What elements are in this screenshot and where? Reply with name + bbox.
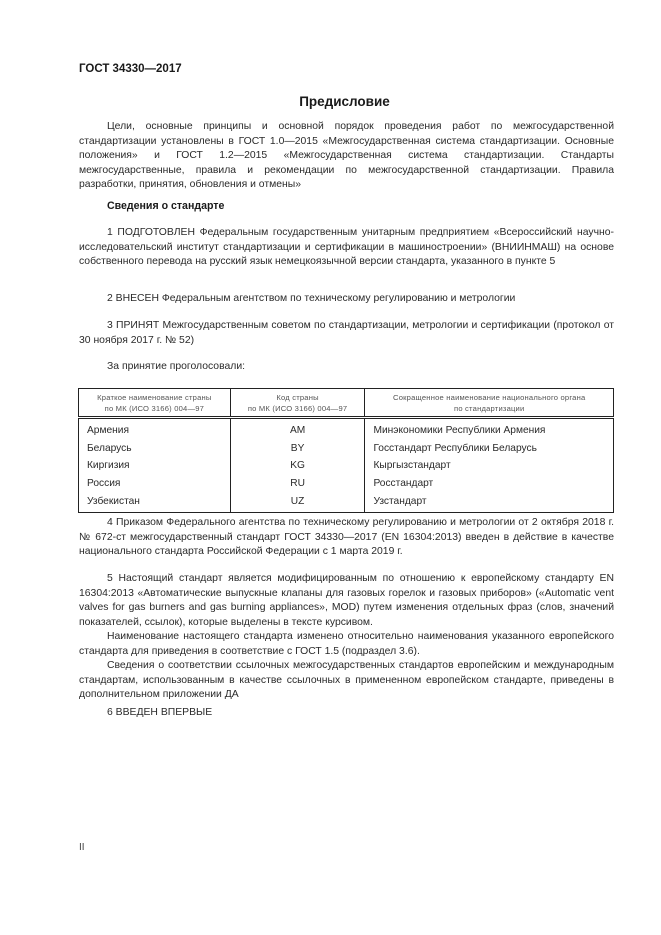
header-standards-body-line1: Сокращенное наименование национального органа — [393, 392, 586, 402]
header-country-code-line1: Код страны — [276, 392, 319, 402]
code-cell: RU — [230, 475, 365, 493]
table-row — [79, 418, 614, 440]
table-header-row — [79, 389, 614, 418]
standards-body-cell: Кыргызстандарт — [365, 457, 614, 475]
item-3-text: 3 ПРИНЯТ Межгосударственным советом по стандартизации, метрологии и сертификации (протокол от 30 ноября 2017 г. № 52) — [79, 320, 614, 346]
standards-body-cell: Минэкономики Республики Армения — [365, 418, 614, 440]
table-row — [79, 475, 614, 493]
header-country-name-line1: Краткое наименование страны — [97, 392, 212, 402]
item-5-paragraph-2 — [79, 630, 614, 659]
standards-body-cell: Узстандарт — [365, 492, 614, 512]
code-cell: BY — [230, 440, 365, 458]
table-row — [79, 457, 614, 475]
document-code-header: ГОСТ 34330—2017 — [79, 63, 182, 75]
intro-paragraph — [79, 120, 614, 193]
country-cell: Беларусь — [79, 440, 231, 458]
header-standards-body-line2: по стандартизации — [454, 403, 525, 413]
item-2-text: 2 ВНЕСЕН Федеральным агентством по техническому регулированию и метрологии — [107, 293, 516, 304]
page-number: II — [79, 842, 85, 853]
standards-body-cell: Росстандарт — [365, 475, 614, 493]
standards-body-cell: Госстандарт Республики Беларусь — [365, 440, 614, 458]
item-6-text: 6 ВВЕДЕН ВПЕРВЫЕ — [107, 707, 213, 718]
voting-countries-table — [78, 388, 614, 513]
item-4-paragraph — [79, 516, 614, 560]
item-6-paragraph — [79, 706, 614, 721]
item-5-paragraph — [79, 572, 614, 630]
section-heading: Сведения о стандарте — [107, 200, 225, 212]
item-5-text-3: Сведения о соответствии ссылочных межгосударственных стандартов европейским и международным стандартам, использованным в качестве ссылочных в примененном европейском стандарте, приведены в дополнительном приложении ДА — [79, 660, 614, 700]
item-2-paragraph — [79, 292, 614, 307]
header-standards-body — [365, 389, 614, 418]
country-cell: Узбекистан — [79, 492, 231, 512]
code-cell: KG — [230, 457, 365, 475]
voted-label-paragraph — [79, 360, 614, 375]
item-5-text-2: Наименование настоящего стандарта изменено относительно наименования указанного европейского стандарта для приведения в соответствие с ГОСТ 1.5 (подраздел 3.6). — [79, 631, 614, 657]
item-5-text-1: 5 Настоящий стандарт является модифицированным по отношению к европейскому стандарту EN 16304:2013 «Автоматические выпускные клапаны для газовых горелок и газовых приборов» («Automatic vent valves for gas burners and gas burning appliances», MOD) путем изменения отдельных фраз (слов, значений показателей, ссылок), которые выделены в тексте курсивом. — [79, 573, 614, 628]
header-country-code — [230, 389, 365, 418]
table-row — [79, 492, 614, 512]
country-cell: Россия — [79, 475, 231, 493]
header-country-name-line2: по МК (ИСО 3166) 004—97 — [104, 403, 205, 413]
code-cell: UZ — [230, 492, 365, 512]
header-country-name — [79, 389, 231, 418]
table-row — [79, 440, 614, 458]
country-cell: Армения — [79, 418, 231, 440]
item-4-text: 4 Приказом Федерального агентства по техническому регулированию и метрологии от 2 октября 2018 г. № 672-ст межгосударственный стандарт ГОСТ 34330—2017 (EN 16304:2013) введен в действие в качестве национального стандарта Российской Федерации с 1 марта 2019 г. — [79, 517, 614, 557]
item-3-paragraph — [79, 319, 614, 348]
code-cell: AM — [230, 418, 365, 440]
intro-text: Цели, основные принципы и основной порядок проведения работ по межгосударственной стандартизации установлены в ГОСТ 1.0—2015 «Межгосударственная система стандартизации. Основные положения» и ГОСТ 1.2—2015 «Межгосударственная система стандартизации. Стандарты межгосударственные, правила и рекомендации по межгосударственной стандартизации. Правила разработки, принятия, обновления и отмены» — [79, 121, 614, 190]
item-1-text: 1 ПОДГОТОВЛЕН Федеральным государственным унитарным предприятием «Всероссийский научно-исследовательский институт стандартизации и сертификации в машиностроении» (ВНИИНМАШ) на основе собственного перевода на русский язык немецкоязычной версии стандарта, указанного в пункте 5 — [79, 227, 614, 267]
item-5-paragraph-3 — [79, 659, 614, 703]
page-title: Предисловие — [299, 94, 390, 109]
item-1-paragraph — [79, 226, 614, 270]
voted-label: За принятие проголосовали: — [107, 361, 246, 372]
header-country-code-line2: по МК (ИСО 3166) 004—97 — [247, 403, 348, 413]
country-cell: Киргизия — [79, 457, 231, 475]
